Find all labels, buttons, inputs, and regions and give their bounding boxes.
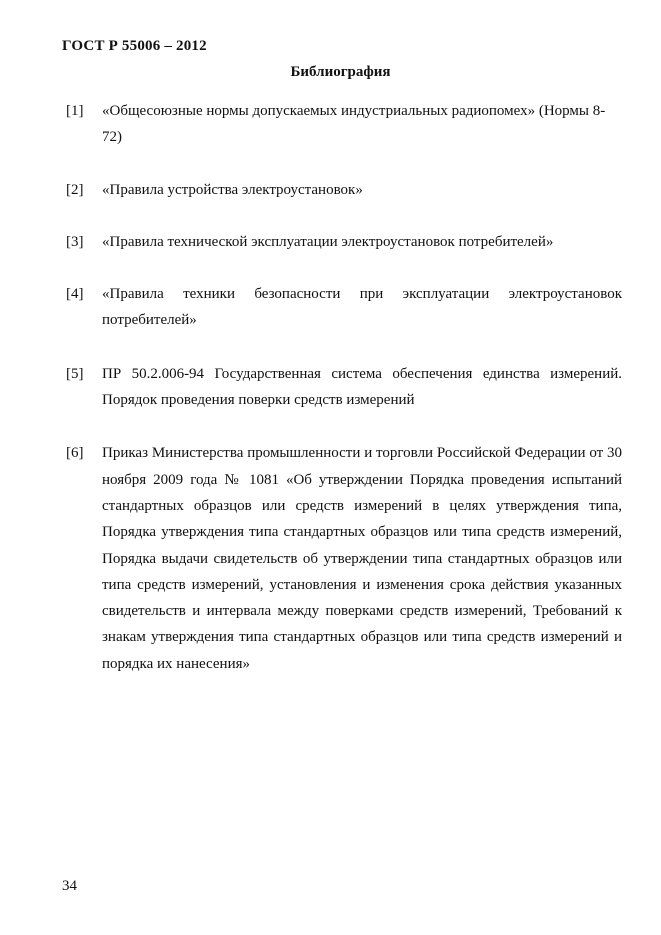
reference-item-1 <box>66 98 622 151</box>
reference-number: [6] <box>66 445 84 462</box>
reference-text: «Правила устройства электроустановок» <box>102 181 363 198</box>
reference-item-2 <box>66 177 622 203</box>
reference-text: Приказ Министерства промышленности и торговли Российской Федерации от 30 ноября 2009 года № 1081 «Об утверждении Порядка проведения испытаний стандартных образцов или средств измерений в целях утверждения типа, Порядка утверждения типа стандартных образцов или типа средств измерений, Порядка выдачи свидетельств об утверждении типа стандартных образцов или типа средств измерений, установления и изменения срока действия указанных свидетельств и интервала между поверками средств измерений, Требований к знакам утверждения типа стандартных образцов или типа средств измерений и порядка их нанесения» <box>102 445 622 672</box>
reference-item-5 <box>66 361 622 414</box>
reference-text: «Правила технической эксплуатации электроустановок потребителей» <box>102 233 554 250</box>
reference-item-4 <box>66 281 622 334</box>
reference-number: [5] <box>66 365 84 382</box>
reference-item-3 <box>66 229 622 255</box>
bibliography-title: Библиография <box>290 64 391 80</box>
reference-number: [2] <box>66 181 84 198</box>
document-header: ГОСТ Р 55006 – 2012 <box>62 38 207 54</box>
reference-text: «Общесоюзные нормы допускаемых индустриальных радиопомех» (Нормы 8-72) <box>102 103 606 146</box>
reference-list <box>66 98 622 677</box>
page-number: 34 <box>62 878 77 894</box>
reference-text: «Правила техники безопасности при эксплуатации электроустановок потребителей» <box>102 286 622 329</box>
reference-number: [4] <box>66 286 84 303</box>
reference-number: [3] <box>66 233 84 250</box>
reference-item-6 <box>66 440 622 677</box>
reference-text: ПР 50.2.006-94 Государственная система обеспечения единства измерений. Порядок проведения поверки средств измерений <box>102 365 622 409</box>
reference-number: [1] <box>66 103 84 119</box>
